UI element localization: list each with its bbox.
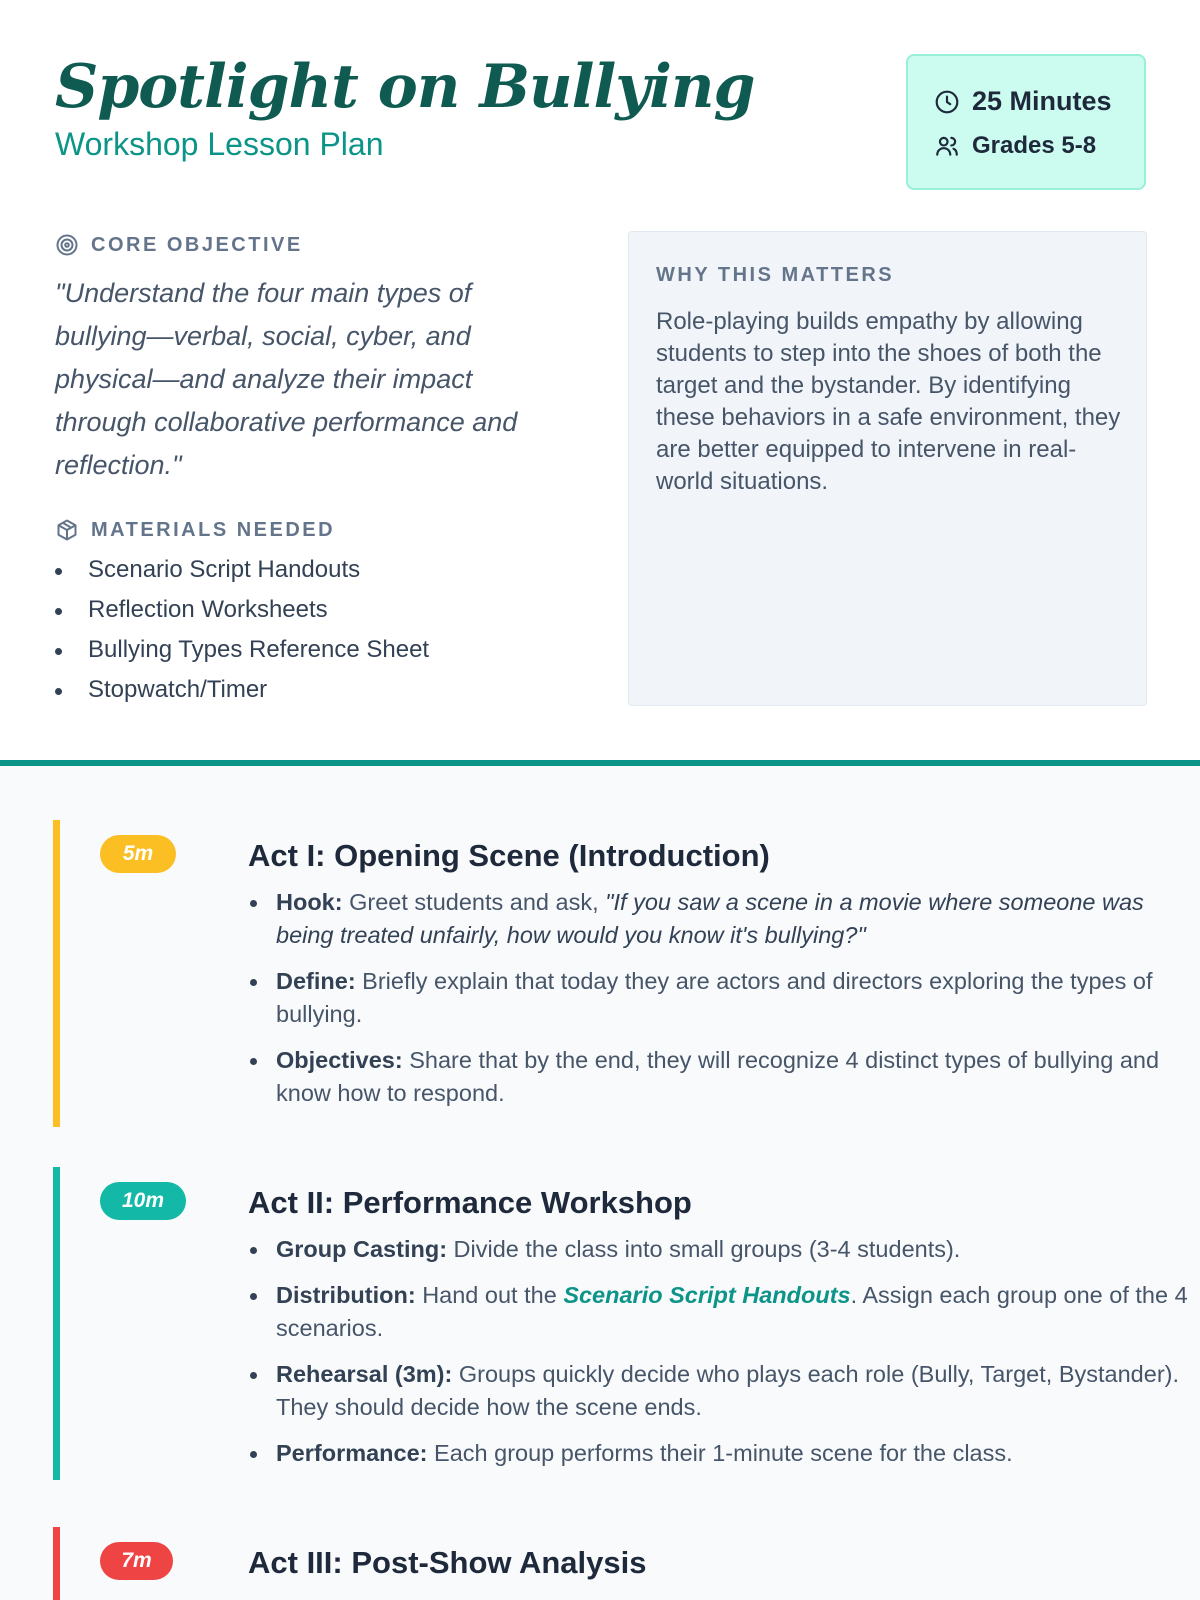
act-step-label: Objectives: <box>276 1047 403 1073</box>
act-step-item: Distribution: Hand out the Scenario Script Handouts. Assign each group one of the 4 scenarios. <box>248 1279 1198 1345</box>
act-title: Act II: Performance Workshop <box>248 1185 692 1220</box>
core-objective-text: "Understand the four main types of bullying—verbal, social, cyber, and physical—and analyze their impact through collaborative performance and reflection." <box>55 278 518 480</box>
act-duration-badge: 10m <box>100 1182 186 1220</box>
act-step-item: Group Casting: Divide the class into small groups (3-4 students). <box>248 1233 1198 1266</box>
act-accent-bar <box>53 820 60 1127</box>
material-item: Scenario Script Handouts <box>55 555 429 595</box>
why-this-matters-text: Role-playing builds empathy by allowing students to step into the shoes of both the target and the bystander. By identifying these behaviors in a safe environment, they are better equipped to intervene in real-world situations. <box>656 308 1121 495</box>
duration-row <box>934 86 1112 117</box>
material-item: Bullying Types Reference Sheet <box>55 635 429 675</box>
act-step-label: Define: <box>276 968 356 994</box>
grades-text: Grades 5-8 <box>972 132 1097 159</box>
target-icon <box>55 233 79 257</box>
act-accent-bar <box>53 1527 60 1600</box>
lesson-info-badge <box>906 54 1146 190</box>
handout-reference: Scenario Script Handouts <box>563 1282 851 1308</box>
page-title: Spotlight on Bullying <box>55 52 755 122</box>
lesson-timeline <box>0 766 1200 1600</box>
materials-label <box>55 518 335 542</box>
act-step-item: Objectives: Share that by the end, they will recognize 4 distinct types of bullying and know how to respond. <box>248 1044 1198 1110</box>
act-block <box>53 1527 1163 1600</box>
grades-row <box>934 132 1096 160</box>
act-title: Act I: Opening Scene (Introduction) <box>248 838 770 873</box>
why-this-matters-title: WHY THIS MATTERS <box>656 264 895 286</box>
act-step-list <box>248 1233 1198 1483</box>
act-title: Act III: Post-Show Analysis <box>248 1545 647 1580</box>
act-step-label: Group Casting: <box>276 1236 448 1262</box>
act-step-quote: "If you saw a scene in a movie where someone was being treated unfairly, how would you know it's bullying?" <box>276 889 1144 948</box>
act-step-item: Hook: Greet students and ask, "If you saw a scene in a movie where someone was being treated unfairly, how would you know it's bullying?" <box>248 886 1198 952</box>
package-icon <box>55 518 79 542</box>
lesson-header-section <box>0 0 1200 760</box>
act-step-label: Distribution: <box>276 1282 416 1308</box>
core-objective-label <box>55 233 303 257</box>
duration-text: 25 Minutes <box>972 86 1112 116</box>
materials-label-text: MATERIALS NEEDED <box>91 518 336 541</box>
act-block <box>53 820 1163 1127</box>
act-duration-badge: 5m <box>100 835 176 873</box>
materials-list <box>55 555 429 715</box>
act-step-label: Hook: <box>276 889 343 915</box>
act-step-list <box>248 886 1198 1123</box>
act-step-label: Performance: <box>276 1440 428 1466</box>
act-step-item: Performance: Each group performs their 1-minute scene for the class. <box>248 1437 1198 1470</box>
material-item: Reflection Worksheets <box>55 595 429 635</box>
act-block <box>53 1167 1188 1480</box>
page-subtitle: Workshop Lesson Plan <box>55 126 384 162</box>
clock-icon <box>934 89 960 115</box>
users-icon <box>934 133 960 159</box>
why-this-matters-card <box>628 231 1147 706</box>
act-step-item: Define: Briefly explain that today they are actors and directors exploring the types of bullying. <box>248 965 1198 1031</box>
material-item: Stopwatch/Timer <box>55 675 429 715</box>
act-duration-badge: 7m <box>100 1542 173 1580</box>
core-objective-label-text: CORE OBJECTIVE <box>91 233 303 256</box>
act-step-label: Rehearsal (3m): <box>276 1361 453 1387</box>
act-accent-bar <box>53 1167 60 1480</box>
act-step-item: Rehearsal (3m): Groups quickly decide who plays each role (Bully, Target, Bystander). They should decide how the scene ends. <box>248 1358 1198 1424</box>
